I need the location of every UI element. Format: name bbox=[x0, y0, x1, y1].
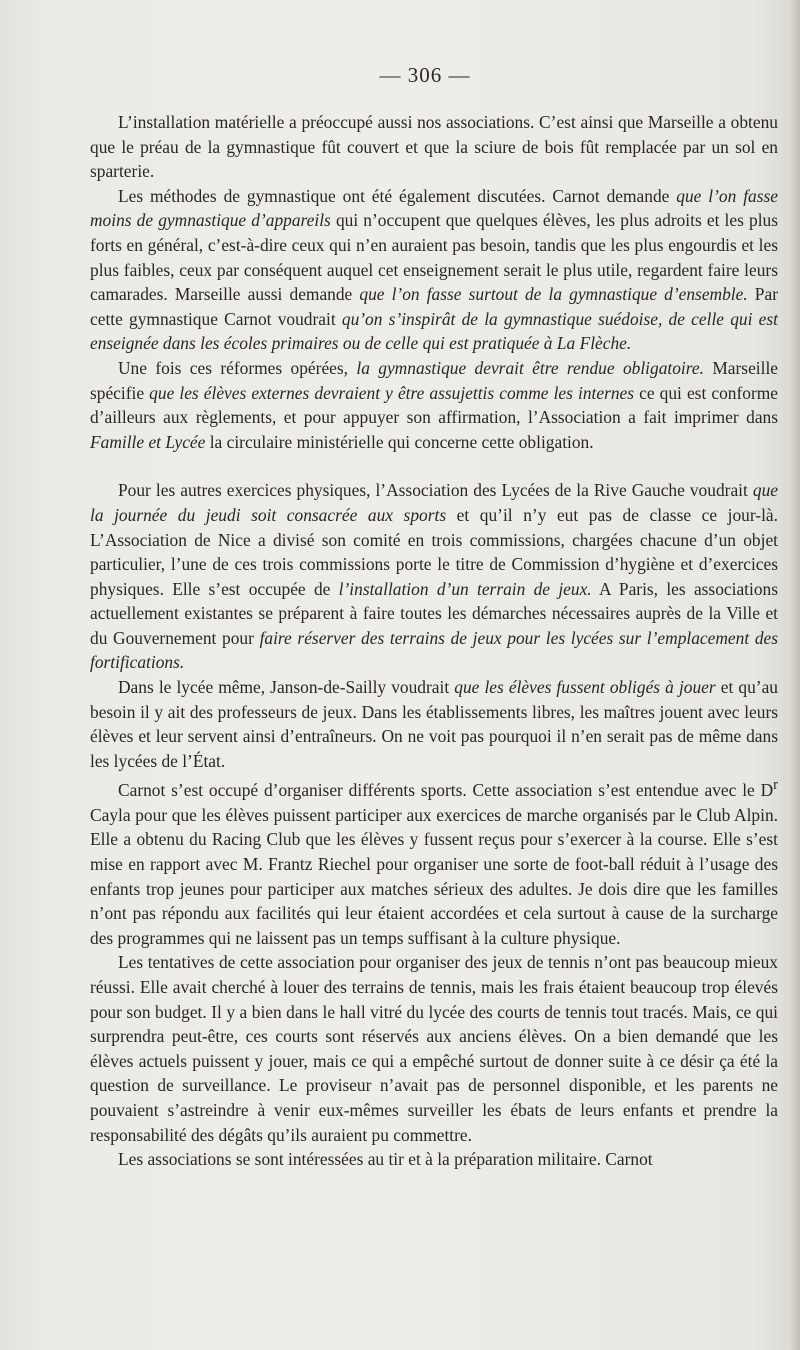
paragraph bbox=[90, 773, 778, 950]
body-text bbox=[90, 110, 778, 1172]
text-run: A Paris, les associations actuellement existantes se préparent à faire toutes les démarches nécessaires auprès de la Ville et du Gouvernement pour bbox=[90, 578, 778, 648]
superscript-run: r bbox=[773, 777, 778, 794]
italic-run: l’installation d’un terrain de jeux. bbox=[338, 578, 592, 599]
text-run: Les tentatives de cette association pour organiser des jeux de tennis n’ont pas beaucoup mieux réussi. Elle avait cherché à louer des terrains de tennis, mais les frais étaient beaucoup trop élevés pour son budget. Il y a bien dans le hall vitré du lycée des courts de tennis tout tracés. Mais, ce qui surprendra peut-être, ces courts sont réservés aux anciens élèves. On a bien demandé que les élèves actuels puissent y jouer, mais ce qui a empêché surtout de donner suite à ce désir ça été la question de surveillance. Le proviseur n’avait pas de personnel disponible, et les parents ne pouvaient s’astreindre à venir eux-mêmes surveiller les ébats de leurs enfants et prendre la responsabilité des dégâts qu’ils auraient pu commettre. bbox=[90, 952, 778, 1145]
paragraph bbox=[90, 675, 778, 773]
italic-run: que les élèves fussent obligés à jouer bbox=[454, 677, 716, 698]
page-number: — 306 — bbox=[379, 63, 471, 87]
italic-run: faire réserver des terrains de jeux pour les lycées sur l’emplacement des fortifications. bbox=[90, 627, 778, 673]
page-edge-shadow bbox=[790, 0, 800, 1350]
text-run: et qu’il n’y eut pas de classe ce jour-là. L’Association de Nice a divisé son comité en trois commissions, chargées chacune d’un objet particulier, l’une de ces trois commissions porte le titre de Commission d’hygiène et d’exercices physiques. Elle s’est occupée de bbox=[90, 504, 778, 599]
text-run: Pour les autres exercices physiques, l’Association des Lycées de la Rive Gauche voudrait bbox=[118, 480, 753, 501]
italic-run: la gymnastique devrait être rendue obligatoire. bbox=[356, 357, 704, 378]
text-run: L’installation matérielle a préoccupé aussi nos associations. C’est ainsi que Marseille a obtenu que le préau de la gymnastique fût couvert et que la sciure de bois fût remplacée par un sol en sparterie. bbox=[90, 112, 778, 182]
italic-run: que la journée du jeudi soit consacrée aux sports bbox=[90, 480, 778, 525]
paragraph bbox=[90, 110, 778, 184]
paragraph bbox=[90, 356, 778, 454]
italic-run: que l’on fasse moins de gymnastique d’appareils bbox=[90, 185, 778, 231]
text-run: Une fois ces réformes opérées, bbox=[118, 357, 357, 378]
italic-run: Famille et Lycée bbox=[90, 431, 206, 452]
text-run: et qu’au besoin il y ait des professeurs de jeux. Dans les établissements libres, les maîtres jouent avec leurs élèves et leur servent ainsi d’entraîneurs. On ne voit pas pourquoi il n’en serait pas de même dans les lycées de l’État. bbox=[90, 677, 779, 771]
paragraph bbox=[90, 184, 778, 356]
text-run: Les associations se sont intéressées au tir et à la préparation militaire. Carnot bbox=[118, 1149, 653, 1170]
text-run: Dans le lycée même, Janson-de-Sailly voudrait bbox=[118, 677, 455, 698]
italic-run: que les élèves externes devraient y être assujettis comme les internes bbox=[149, 382, 635, 403]
text-run: ce qui est conforme d’ailleurs aux règlements, et pour appuyer son affirmation, l’Association a fait imprimer dans bbox=[90, 382, 778, 428]
paragraph bbox=[90, 950, 778, 1147]
text-run: Carnot s’est occupé d’organiser différents sports. Cette association s’est entendue avec le D bbox=[118, 780, 774, 801]
text-run: Par cette gymnastique Carnot voudrait bbox=[90, 284, 778, 329]
italic-run: que l’on fasse surtout de la gymnastique d’ensemble. bbox=[359, 284, 748, 305]
paragraph bbox=[90, 478, 778, 675]
text-run: qui n’occupent que quelques élèves, les plus adroits et les plus forts en général, c’est-à-dire ceux qui n’en auraient pas besoin, tandis que les plus engourdis et les plus faibles, ceux par conséquent auquel cet enseignement serait le plus utile, regardent faire leurs camarades. Marseille aussi demande bbox=[90, 210, 778, 305]
text-run: Les méthodes de gymnastique ont été également discutées. Carnot demande bbox=[118, 185, 677, 206]
text-run: la circulaire ministérielle qui concerne cette obligation. bbox=[205, 431, 594, 452]
text-run: Cayla pour que les élèves puissent participer aux exercices de marche organisés par le Club Alpin. Elle a obtenu du Racing Club que les élèves y fussent reçus pour s’exercer à la course. Elle s’est mise en rapport avec M. Frantz Riechel pour organiser une sorte de foot-ball réduit à l’usage des enfants trop jeunes pour participer aux matches sérieux des adultes. Je dois dire que les familles n’ont pas répondu aux facilités qui leur étaient accordées et cela surtout à cause de la surcharge des programmes qui ne laissent pas un temps suffisant à la culture physique. bbox=[90, 804, 778, 948]
italic-run: qu’on s’inspirât de la gymnastique suédoise, de celle qui est enseignée dans les écoles primaires ou de celle qui est pratiquée à La Flèche. bbox=[90, 308, 778, 354]
paragraph bbox=[90, 1147, 778, 1172]
text-run: Marseille spécifie bbox=[90, 357, 778, 403]
